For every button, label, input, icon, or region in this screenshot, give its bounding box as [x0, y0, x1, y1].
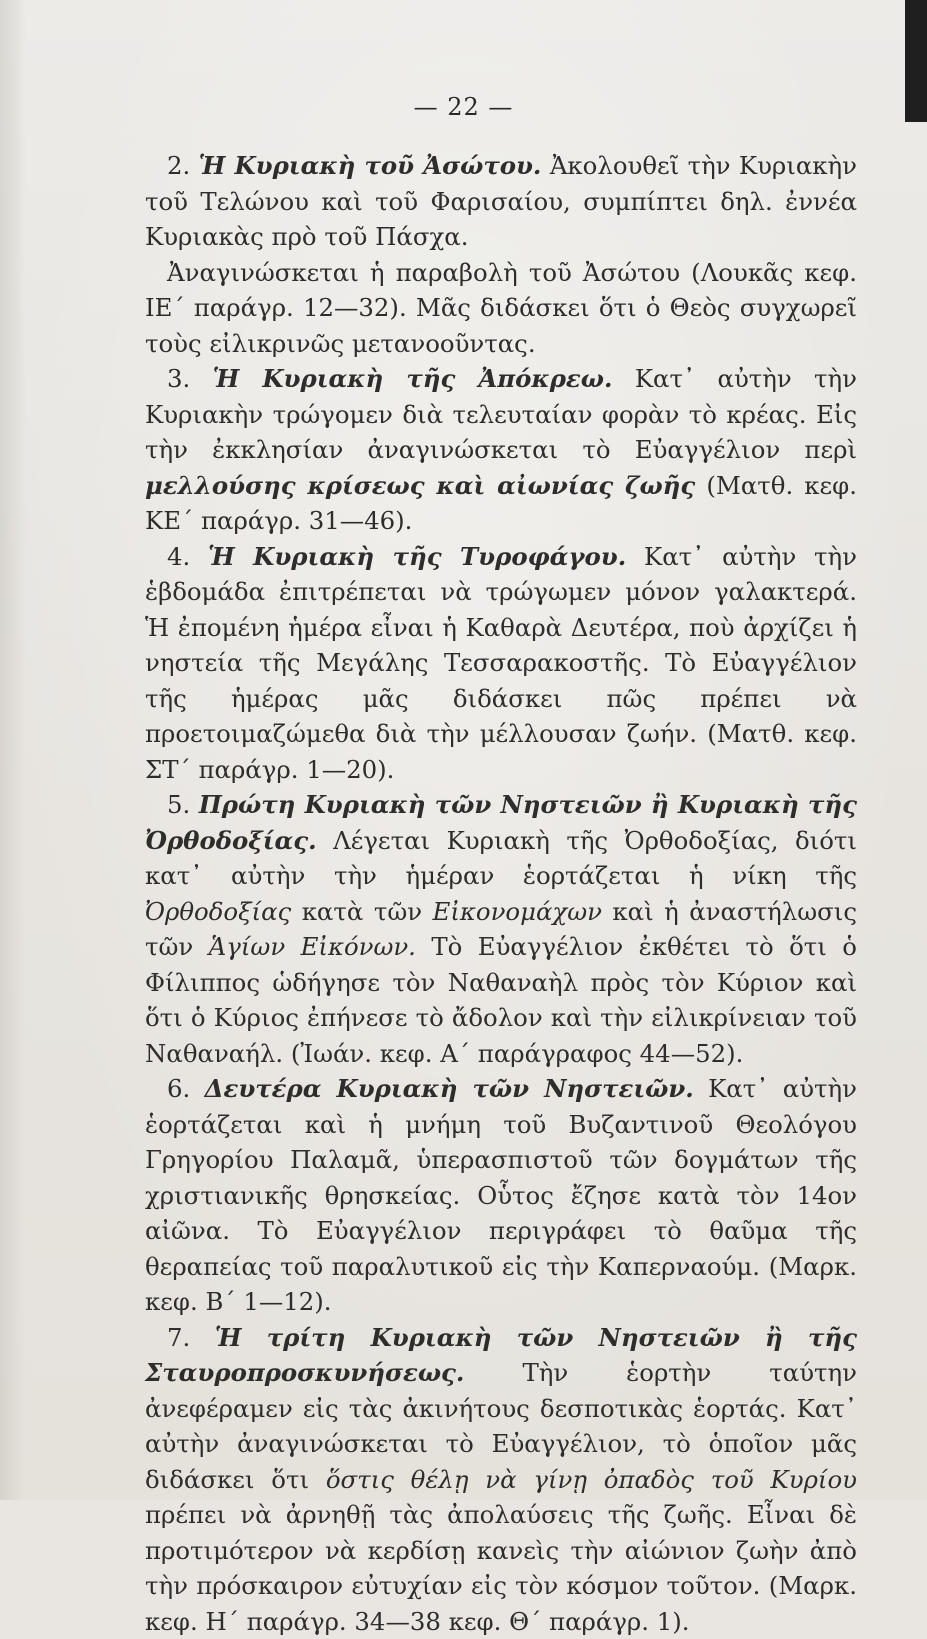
- paragraph-text: Ἀκολουθεῖ τὴν Κυριακὴν τοῦ Τελώνου καὶ τοῦ Φαρισαίου, συμπίπτει δηλ. ἐννέα Κυριακὰς πρὸ τοῦ Πάσχα.: [145, 151, 857, 251]
- section-heading: Ἡ Κυριακὴ τῆς Τυροφάγου.: [208, 542, 626, 571]
- paragraph-text: Ἀναγινώσκεται ἡ παραβολὴ τοῦ Ἀσώτου (Λουκᾶς κεφ. ΙΕ΄ παράγρ. 12—32). Μᾶς διδάσκει ὅτι ὁ Θεὸς συγχωρεῖ τοὺς εἰλικρινῶς μετανοοῦντας.: [145, 258, 857, 358]
- paragraph-3: [145, 361, 857, 539]
- paragraph-number: 4.: [167, 542, 190, 571]
- paragraph-text: πρέπει νὰ ἀρνηθῇ τὰς ἀπολαύσεις τῆς ζωῆς. Εἶναι δὲ προτιμότερον νὰ κερδίσῃ κανεὶς τὴν αἰώνιον ζωὴν ἀπὸ τὴν πρόσκαιρον εὐτυχίαν εἰς τὸν κόσμον τοῦτον. (Μαρκ. κεφ. Η΄ παράγρ. 34—38 κεφ. Θ΄ παράγρ. 1).: [145, 1500, 857, 1636]
- emphasized-text: Ἁγίων Εἰκόνων.: [209, 932, 416, 961]
- paragraph-text: (Ματθ. κεφ. ΚΕ΄ παράγρ. 31—46).: [145, 471, 857, 536]
- paragraph-7: [145, 1320, 857, 1639]
- emphasized-text: Εἰκονομάχων: [433, 897, 602, 926]
- paragraph-2-continued: [145, 255, 857, 362]
- paragraph-text: Κατ᾽ αὐτὴν ἑορτάζεται καὶ ἡ μνήμη τοῦ Βυζαντινοῦ Θεολόγου Γρηγορίου Παλαμᾶ, ὑπερασπιστοῦ τῶν δογμάτων τῆς χριστιανικῆς θρησκείας. Οὗτος ἔζησε κατὰ τὸν 14ον αἰῶνα. Τὸ Εὐαγγέλιον περιγράφει τὸ θαῦμα τῆς θεραπείας τοῦ παραλυτικοῦ εἰς τὴν Καπερναούμ. (Μαρκ. κεφ. Β΄ 1—12).: [145, 1074, 857, 1316]
- section-heading: Ἡ Κυριακὴ τοῦ Ἀσώτου.: [199, 151, 542, 180]
- paragraph-text: Λέγεται Κυριακὴ τῆς Ὀρθοδοξίας, διότι κατ᾽ αὐτὴν τὴν ἡμέραν ἑορτάζεται ἡ νίκη τῆς: [145, 826, 857, 891]
- paragraph-number: 7.: [167, 1323, 190, 1352]
- paragraph-number: 3.: [167, 364, 190, 393]
- paragraph-6: [145, 1071, 857, 1320]
- paragraph-text: Τὴν ἑορτὴν ταύτην ἀνεφέραμεν εἰς τὰς ἀκινήτους δεσποτικὰς ἑορτάς. Κατ᾽ αὐτὴν ἀναγινώσκεται τὸ Εὐαγγέλιον, τὸ ὁποῖον μᾶς διδάσκει ὅτι: [145, 1358, 857, 1494]
- paragraph-5: [145, 787, 857, 1071]
- paragraph-text: Κατ᾽ αὐτὴν τὴν Κυριακὴν τρώγομεν διὰ τελευταίαν φορὰν τὸ κρέας. Εἰς τὴν ἐκκλησίαν ἀναγινώσκεται τὸ Εὐαγγέλιον περὶ: [145, 364, 857, 464]
- paragraph-number: 6.: [167, 1074, 190, 1103]
- section-heading: Δευτέρα Κυριακὴ τῶν Νηστειῶν.: [205, 1074, 694, 1103]
- paragraph-text: Κατ᾽ αὐτὴν τὴν ἑβδομάδα ἐπιτρέπεται νὰ τρώγωμεν μόνον γαλακτερά. Ἡ ἐπομένη ἡμέρα εἶναι ἡ Καθαρὰ Δευτέρα, ποὺ ἀρχίζει ἡ νηστεία τῆς Μεγάλης Τεσσαρακοστῆς. Τὸ Εὐαγγέλιον τῆς ἡμέρας μᾶς διδάσκει πῶς πρέπει νὰ προετοιμαζώμεθα διὰ τὴν μέλλουσαν ζωήν. (Ματθ. κεφ. ΣΤ΄ παράγρ. 1—20).: [145, 542, 857, 784]
- paragraph-number: 2.: [167, 151, 190, 180]
- paragraph-text: καὶ ἡ ἀναστήλωσις τῶν: [145, 897, 857, 962]
- section-heading: Πρώτη Κυριακὴ τῶν Νηστειῶν ἢ Κυριακὴ τῆς Ὀρθοδοξίας.: [145, 790, 857, 855]
- paragraph-4: [145, 539, 857, 788]
- emphasized-text: μελλούσης κρίσεως καὶ αἰωνίας ζωῆς: [145, 471, 695, 500]
- main-text: [145, 148, 857, 1639]
- page-binding-shadow: [0, 0, 26, 1500]
- emphasized-text: ὅστις θέλῃ νὰ γίνῃ ὀπαδὸς τοῦ Κυρίου: [326, 1465, 857, 1494]
- section-heading: Ἡ τρίτη Κυριακὴ τῶν Νηστειῶν ἢ τῆς Σταυροπροσκυνήσεως.: [145, 1323, 857, 1388]
- paragraph-text: κατὰ τῶν: [302, 897, 422, 926]
- emphasized-text: Ὀρθοδοξίας: [145, 897, 291, 926]
- paragraph-number: 5.: [167, 790, 190, 819]
- paragraph-text: Τὸ Εὐαγγέλιον ἐκθέτει τὸ ὅτι ὁ Φίλιππος ὡδήγησε τὸν Ναθαναὴλ πρὸς τὸν Κύριον καὶ ὅτι ὁ Κύριος ἐπήνεσε τὸ ἄδολον καὶ τὴν εἰλικρίνειαν τοῦ Ναθαναήλ. (Ἰωάν. κεφ. Α΄ παράγραφος 44—52).: [145, 932, 857, 1068]
- page-number: — 22 —: [0, 93, 927, 121]
- section-heading: Ἡ Κυριακὴ τῆς Ἀπόκρεω.: [213, 364, 613, 393]
- paragraph-2: [145, 148, 857, 255]
